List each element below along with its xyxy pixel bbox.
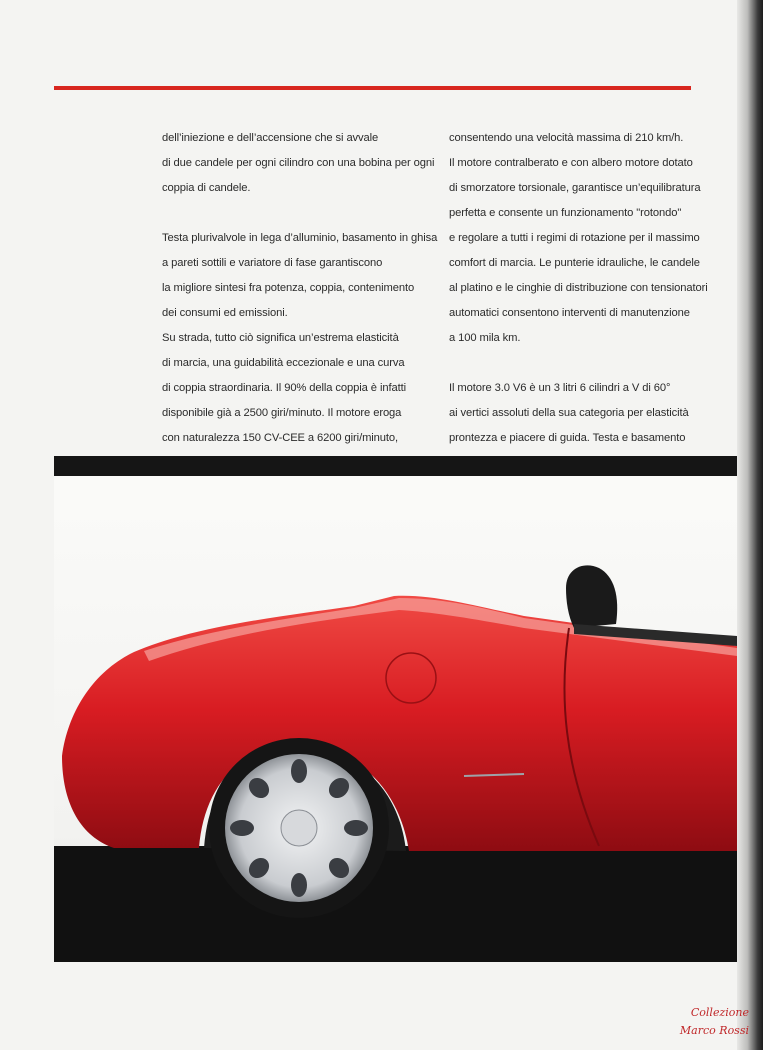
text-line: Testa plurivalvole in lega d’alluminio, basamento in ghisa bbox=[162, 232, 438, 244]
car-photograph bbox=[54, 456, 737, 962]
text-line: la migliore sintesi fra potenza, coppia, contenimento bbox=[162, 282, 415, 294]
wheel-hub bbox=[281, 810, 317, 846]
text-line: ai vertici assoluti della sua categoria per elasticità bbox=[449, 407, 689, 419]
text-line: Il motore 3.0 V6 è un 3 litri 6 cilindri a V di 60° bbox=[449, 382, 671, 394]
paragraph bbox=[449, 376, 719, 451]
collection-watermark bbox=[639, 1004, 749, 1040]
text-line: e regolare a tutti i regimi di rotazione per il massimo bbox=[449, 232, 700, 244]
text-line: dell’iniezione e dell’accensione che si avvale bbox=[162, 132, 379, 144]
red-spider-car-illustration bbox=[54, 456, 737, 962]
floor-shadow bbox=[54, 846, 737, 962]
watermark-line: Marco Rossi bbox=[679, 1024, 749, 1037]
page-binding-edge bbox=[737, 0, 763, 1050]
text-line: a 100 mila km. bbox=[449, 332, 521, 344]
paragraph bbox=[162, 226, 438, 326]
paragraph bbox=[162, 126, 435, 201]
text-column-left bbox=[162, 126, 438, 451]
paragraph bbox=[449, 126, 719, 351]
text-line: con naturalezza 150 CV-CEE a 6200 giri/minuto, bbox=[162, 432, 399, 444]
text-line: Su strada, tutto ciò significa un’estrema elasticità bbox=[162, 332, 399, 344]
red-header-rule bbox=[54, 86, 691, 90]
text-column-right bbox=[449, 126, 719, 451]
black-band bbox=[54, 456, 737, 476]
text-line: disponibile già a 2500 giri/minuto. Il motore eroga bbox=[162, 407, 402, 419]
paragraph bbox=[162, 326, 432, 451]
text-line: Il motore contralberato e con albero motore dotato bbox=[449, 157, 693, 169]
text-line: comfort di marcia. Le punterie idrauliche, le candele bbox=[449, 257, 700, 269]
text-line: di coppia straordinaria. Il 90% della coppia è infatti bbox=[162, 382, 406, 394]
text-line: coppia di candele. bbox=[162, 182, 251, 194]
text-line: dei consumi ed emissioni. bbox=[162, 307, 288, 319]
text-line: a pareti sottili e variatore di fase garantiscono bbox=[162, 257, 383, 269]
text-line: di marcia, una guidabilità eccezionale e una curva bbox=[162, 357, 405, 369]
text-line: prontezza e piacere di guida. Testa e basamento bbox=[449, 432, 686, 444]
text-line: automatici consentono interventi di manutenzione bbox=[449, 307, 690, 319]
text-line: al platino e le cinghie di distribuzione con tensionatori bbox=[449, 282, 708, 294]
text-line: di smorzatore torsionale, garantisce un’equilibratura bbox=[449, 182, 701, 194]
watermark-line: Collezione bbox=[690, 1006, 749, 1019]
text-line: perfetta e consente un funzionamento "rotondo" bbox=[449, 207, 682, 219]
text-line: di due candele per ogni cilindro con una bobina per ogni bbox=[162, 157, 435, 169]
text-line: consentendo una velocità massima di 210 km/h. bbox=[449, 132, 684, 144]
